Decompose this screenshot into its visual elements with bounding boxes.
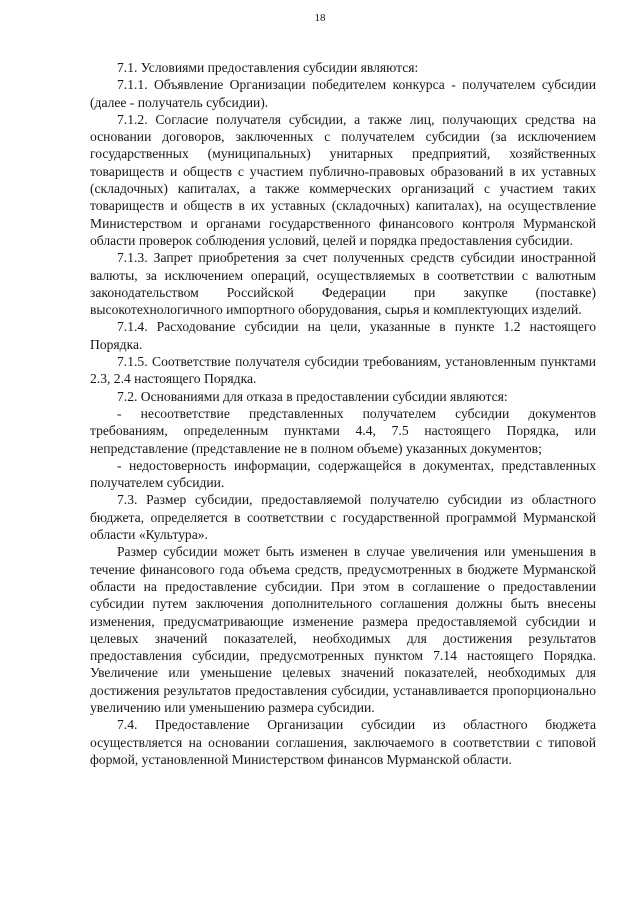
paragraph-7-4: 7.4. Предоставление Организации субсидии из областного бюджета осуществляется на основании соглашения, заключаемого в соответствии с типовой формой, установленной Министерством финансов Мурманской области. <box>90 717 596 767</box>
paragraph-7-1-4: 7.1.4. Расходование субсидии на цели, указанные в пункте 1.2 настоящего Порядка. <box>90 319 596 352</box>
refusal-reason-1: - несоответствие представленных получателем субсидии документов требованиям, определенным пунктами 4.4, 7.5 настоящего Порядка, или непредставление (представление не в полном объеме) указанных документов; <box>90 405 596 456</box>
paragraph-7-1-2: 7.1.2. Согласие получателя субсидии, а также лиц, получающих средства на основании договоров, заключенных с получателем субсидии (за исключением государственных (муниципальных) унитарных предприятий, хозяйственных товариществ и обществ с участием публично-правовых образований в их уставных (складочных) капиталах, а также коммерческих организаций с участием таких товариществ и обществ в их уставных (складочных) капиталах), на осуществление Министерством и органами государственного финансового контроля Мурманской области проверок соблюдения условий, целей и порядка предоставления субсидии. <box>90 111 596 248</box>
paragraph-subsidy-size-change: Размер субсидии может быть изменен в случае увеличения или уменьшения в течение финансового года объема средств, предусмотренных в бюджете Мурманской области на предоставление субсидии. При этом в соглашение о предоставлении субсидии путем заключения дополнительного соглашения должны быть внесены изменения, предусматривающие изменение размера предоставляемой субсидии и целевых значений показателей, необходимых для достижения результатов предоставления субсидии, предусмотренных пунктом 7.14 настоящего Порядка. Увеличение или уменьшение целевых значений показателей, необходимых для достижения результатов предоставления субсидии, устанавливается пропорционально увеличению или уменьшению размера субсидии. <box>90 544 596 715</box>
page-number: 18 <box>314 12 326 24</box>
refusal-reason-2: - недостоверность информации, содержащейся в документах, представленных получателем субсидии. <box>90 457 596 491</box>
paragraph-7-2: 7.2. Основаниями для отказа в предоставлении субсидии являются: <box>117 388 508 404</box>
document-body <box>90 59 596 768</box>
paragraph-7-1-1: 7.1.1. Объявление Организации победителем конкурса - получателем субсидии (далее - получатель субсидии). <box>90 77 596 110</box>
paragraph-7-1-5: 7.1.5. Соответствие получателя субсидии требованиям, установленным пунктами 2.3, 2.4 настоящего Порядка. <box>90 354 596 387</box>
paragraph-7-3: 7.3. Размер субсидии, предоставляемой получателю субсидии из областного бюджета, определяется в соответствии с государственной программой Мурманской области «Культура». <box>90 492 596 543</box>
paragraph-7-1-3: 7.1.3. Запрет приобретения за счет полученных средств субсидии иностранной валюты, за исключением операций, осуществляемых в соответствии с валютным законодательством Российской Федерации при закупке (поставке) высокотехнологичного импортного оборудования, сырья и комплектующих изделий. <box>90 250 596 318</box>
paragraph-7-1: 7.1. Условиями предоставления субсидии являются: <box>117 60 419 75</box>
